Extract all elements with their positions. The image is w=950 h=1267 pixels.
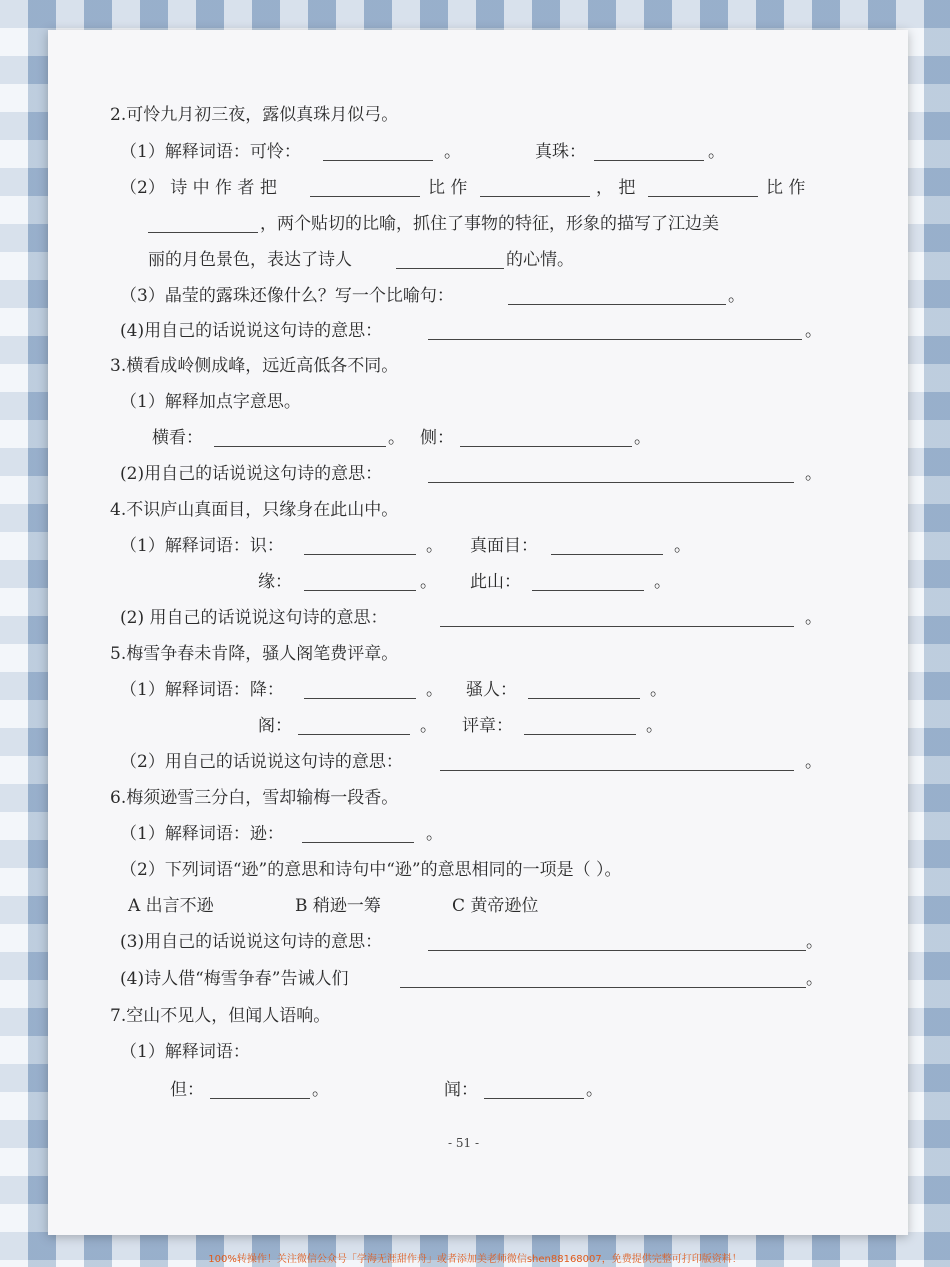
- q6-option-b[interactable]: B 稍逊一筹: [295, 896, 381, 916]
- q2-s2-cont2: 丽的月色景色，表达了诗人: [148, 250, 352, 270]
- q3-w1-period: 。: [388, 428, 405, 448]
- q2-s2-label: （2） 诗 中 作 者 把: [120, 178, 277, 198]
- q2-blank-b[interactable]: [480, 196, 590, 197]
- q4-s1-period2: 。: [674, 536, 691, 556]
- q2-s2-cont: ，两个贴切的比喻，抓住了事物的特征，形象的描写了江边美: [260, 214, 719, 234]
- q6-option-a[interactable]: A 出言不逊: [128, 896, 214, 916]
- q2-s1-period: 。: [444, 142, 461, 162]
- q2-s1-label: （1）解释词语：可怜：: [120, 142, 301, 162]
- q2-zhenzhu-blank[interactable]: [594, 160, 704, 161]
- q6-s3-label: (3)用自己的话说说这句诗的意思：: [120, 932, 383, 952]
- q2-ba: ， 把: [596, 178, 636, 198]
- q6-title: 6.梅须逊雪三分白，雪却输梅一段香。: [110, 788, 399, 808]
- q2-blank-c[interactable]: [648, 196, 758, 197]
- q4-cishan-label: 此山：: [470, 572, 521, 592]
- q7-w1-period: 。: [312, 1080, 329, 1100]
- q5-saoren-blank[interactable]: [528, 698, 640, 699]
- q6-s1-label: （1）解释词语：逊：: [120, 824, 284, 844]
- q6-s4-period: 。: [806, 969, 823, 989]
- q5-ge-blank[interactable]: [298, 734, 410, 735]
- q3-title: 3.横看成岭侧成峰，远近高低各不同。: [110, 356, 399, 376]
- q2-s1-period2: 。: [708, 142, 725, 162]
- q6-s4-label: (4)诗人借“梅雪争春”告诫人们: [120, 969, 349, 989]
- q4-zhenmianmu-label: 真面目：: [470, 536, 538, 556]
- q4-s2-period: 。: [805, 608, 822, 628]
- q7-dan-label: 但：: [170, 1080, 204, 1100]
- q2-s4-period: 。: [805, 321, 822, 341]
- q5-jiang-blank[interactable]: [304, 698, 416, 699]
- q4-yuan-label: 缘：: [258, 572, 292, 592]
- page-number: - 51 -: [448, 1136, 480, 1150]
- q5-s2-period: 。: [805, 752, 822, 772]
- q7-wen-blank[interactable]: [484, 1098, 584, 1099]
- q2-s3-label: （3）晶莹的露珠还像什么？写一个比喻句：: [120, 286, 454, 306]
- q4-s2-label: (2) 用自己的话说说这句诗的意思：: [120, 608, 388, 628]
- q7-dan-blank[interactable]: [210, 1098, 310, 1099]
- q5-title: 5.梅雪争春未肯降，骚人阁笔费评章。: [110, 644, 399, 664]
- q2-blank-d[interactable]: [148, 232, 258, 233]
- q3-ce-blank[interactable]: [460, 446, 632, 447]
- q6-s3-period: 。: [806, 932, 823, 952]
- q3-w2-period: 。: [634, 428, 651, 448]
- q4-s1-period: 。: [426, 536, 443, 556]
- q3-ce-label: 侧：: [420, 428, 454, 448]
- q2-biezuo-1: 比 作: [428, 178, 468, 198]
- q4-yuan-blank[interactable]: [304, 590, 416, 591]
- q6-s1-period: 。: [426, 824, 443, 844]
- q3-s2-label: (2)用自己的话说说这句诗的意思：: [120, 464, 383, 484]
- q5-ge-label: 阁：: [258, 716, 292, 736]
- q2-biezuo-2: 比 作: [766, 178, 806, 198]
- q7-wen-label: 闻：: [444, 1080, 478, 1100]
- q4-zhenmianmu-blank[interactable]: [551, 554, 663, 555]
- q4-cishan-blank[interactable]: [532, 590, 644, 591]
- q2-title: 2.可怜九月初三夜，露似真珠月似弓。: [110, 105, 399, 125]
- q4-w3-period: 。: [420, 572, 437, 592]
- q6-s4-blank[interactable]: [400, 987, 806, 988]
- q5-pingzhang-label: 评章：: [462, 716, 513, 736]
- q6-xun-blank[interactable]: [302, 842, 414, 843]
- q2-blank-e[interactable]: [396, 268, 504, 269]
- q7-w2-period: 。: [586, 1080, 603, 1100]
- q2-kelian-blank[interactable]: [323, 160, 433, 161]
- footer-promo-text: 100%转操作！关注微信公众号「学海无涯甜作舟」或者添加美老师微信shen88168007，免费提供完整可打印版资料！: [208, 1254, 742, 1265]
- q5-s2-label: （2）用自己的话说说这句诗的意思：: [120, 752, 403, 772]
- q5-saoren-label: 骚人：: [466, 680, 517, 700]
- q2-s3-blank[interactable]: [508, 304, 726, 305]
- q5-w4-period: 。: [646, 716, 663, 736]
- q5-w3-period: 。: [420, 716, 437, 736]
- q4-s1-label: （1）解释词语：识：: [120, 536, 284, 556]
- q4-shi-blank[interactable]: [304, 554, 416, 555]
- q2-s2-end: 的心情。: [506, 250, 574, 270]
- q2-s4-label: (4)用自己的话说说这句诗的意思：: [120, 321, 383, 341]
- worksheet-page: [48, 30, 908, 1235]
- q2-s3-period: 。: [728, 286, 745, 306]
- q7-title: 7.空山不见人，但闻人语响。: [110, 1006, 331, 1026]
- q3-s1-label: （1）解释加点字意思。: [120, 392, 301, 412]
- q5-pingzhang-blank[interactable]: [524, 734, 636, 735]
- q4-s2-blank[interactable]: [440, 626, 794, 627]
- q3-hengkan-blank[interactable]: [214, 446, 386, 447]
- q2-zhenzhu-label: 真珠：: [535, 142, 586, 162]
- q5-s1-label: （1）解释词语：降：: [120, 680, 284, 700]
- q5-s2-blank[interactable]: [440, 770, 794, 771]
- q3-s2-period: 。: [805, 464, 822, 484]
- q3-hengkan-label: 横看：: [152, 428, 203, 448]
- q6-s3-blank[interactable]: [428, 950, 806, 951]
- q5-s1-period: 。: [426, 680, 443, 700]
- q5-s1-period2: 。: [650, 680, 667, 700]
- q4-w4-period: 。: [654, 572, 671, 592]
- q7-s1-label: （1）解释词语：: [120, 1042, 250, 1062]
- q6-s2-question: （2）下列词语“逊”的意思和诗句中“逊”的意思相同的一项是（ ）。: [120, 860, 622, 880]
- q4-title: 4.不识庐山真面目，只缘身在此山中。: [110, 500, 399, 520]
- q6-option-c[interactable]: C 黄帝逊位: [452, 896, 539, 916]
- q3-s2-blank[interactable]: [428, 482, 794, 483]
- q2-blank-a[interactable]: [310, 196, 420, 197]
- q2-s4-blank[interactable]: [428, 339, 802, 340]
